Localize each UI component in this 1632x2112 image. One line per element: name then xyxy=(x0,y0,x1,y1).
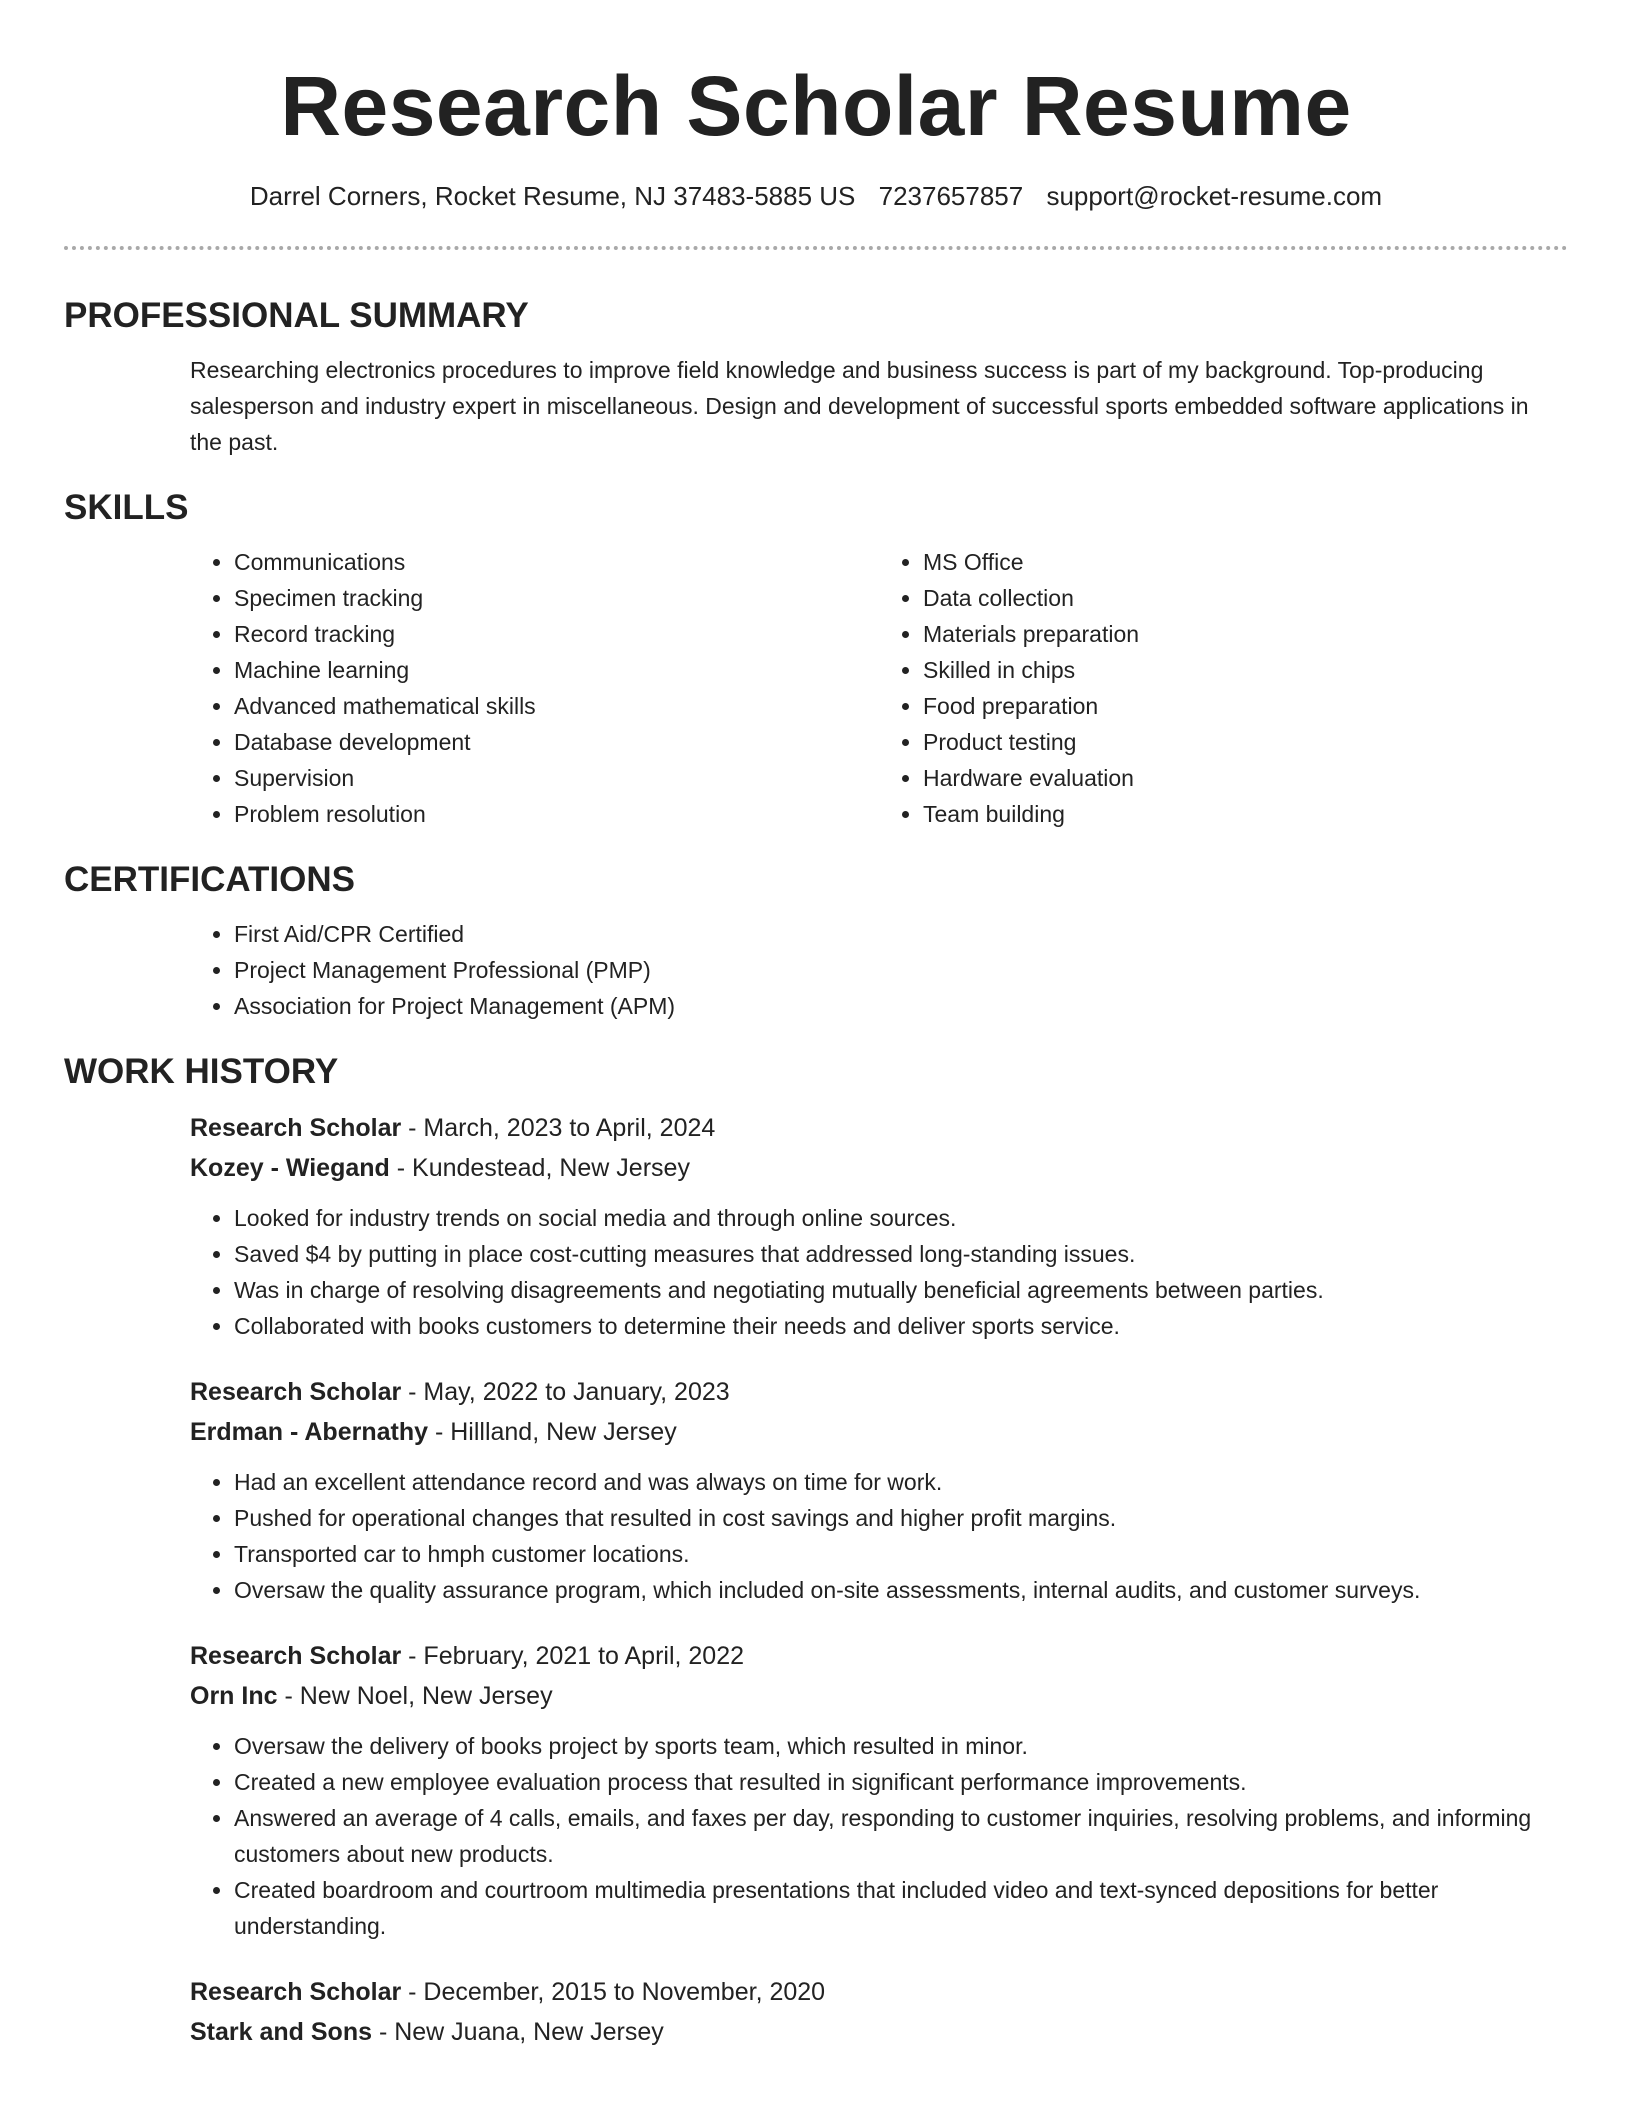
job-location: - Kundestead, New Jersey xyxy=(389,1154,690,1182)
skills-list xyxy=(190,544,1568,832)
contact-address: Darrel Corners, Rocket Resume, NJ 37483-5885 US xyxy=(249,181,856,211)
skill-item: • Skilled in chips xyxy=(923,652,1568,688)
job-bullet: • Transported car to hmph customer locations. xyxy=(234,1536,1568,1572)
skill-item: • Record tracking xyxy=(234,616,879,652)
job-bullet: • Created boardroom and courtroom multimedia presentations that included video and text-synced depositions for better understanding. xyxy=(234,1872,1568,1944)
job-bullet: • Saved $4 by putting in place cost-cutting measures that addressed long-standing issues. xyxy=(234,1236,1568,1272)
resume-page xyxy=(64,0,1568,2052)
contact-phone: 7237657857 xyxy=(878,181,1024,211)
job-company: Kozey - Wiegand xyxy=(190,1154,390,1182)
skill-item: • Supervision xyxy=(234,760,879,796)
skills-heading: SKILLS xyxy=(64,488,189,527)
job-title: Research Scholar xyxy=(190,1378,402,1406)
skill-item: • Communications xyxy=(234,544,879,580)
skill-item: • Advanced mathematical skills xyxy=(234,688,879,724)
job-bullet: • Pushed for operational changes that resulted in cost savings and higher profit margins. xyxy=(234,1500,1568,1536)
skill-item: • Hardware evaluation xyxy=(923,760,1568,796)
job-title-line xyxy=(190,1972,1568,2012)
skill-item: • Problem resolution xyxy=(234,796,879,832)
job-bullet: • Collaborated with books customers to determine their needs and deliver sports service. xyxy=(234,1308,1568,1344)
certifications-list xyxy=(190,916,1568,1024)
resume-title: Research Scholar Resume xyxy=(280,59,1352,153)
job-entry xyxy=(190,1636,1568,1944)
job-bullet: • Created a new employee evaluation process that resulted in significant performance improvements. xyxy=(234,1764,1568,1800)
skill-item: • Specimen tracking xyxy=(234,580,879,616)
job-bullets xyxy=(190,1464,1568,1608)
skill-item: • MS Office xyxy=(923,544,1568,580)
job-bullet: • Oversaw the delivery of books project by sports team, which resulted in minor. xyxy=(234,1728,1568,1764)
job-bullet: • Was in charge of resolving disagreements and negotiating mutually beneficial agreements between parties. xyxy=(234,1272,1568,1308)
job-entry xyxy=(190,1972,1568,2052)
skill-item: • Food preparation xyxy=(923,688,1568,724)
job-bullet: • Had an excellent attendance record and was always on time for work. xyxy=(234,1464,1568,1500)
job-dates: - March, 2023 to April, 2024 xyxy=(401,1114,716,1142)
job-dates: - December, 2015 to November, 2020 xyxy=(401,1978,826,2006)
job-location: - New Juana, New Jersey xyxy=(372,2018,664,2046)
certification-item: • Association for Project Management (APM) xyxy=(234,988,1568,1024)
work-history-heading: WORK HISTORY xyxy=(64,1052,339,1091)
skills-right-column xyxy=(879,544,1568,832)
summary-heading: PROFESSIONAL SUMMARY xyxy=(64,296,529,335)
job-title-line xyxy=(190,1108,1568,1148)
skill-item: • Database development xyxy=(234,724,879,760)
job-bullet: • Looked for industry trends on social media and through online sources. xyxy=(234,1200,1568,1236)
job-bullet: • Oversaw the quality assurance program, which included on-site assessments, internal audits, and customer surveys. xyxy=(234,1572,1568,1608)
header-divider xyxy=(64,246,1568,250)
job-bullets xyxy=(190,1200,1568,1344)
skill-item: • Product testing xyxy=(923,724,1568,760)
job-company-line xyxy=(190,2012,1568,2052)
job-entry xyxy=(190,1108,1568,1344)
summary-text: Researching electronics procedures to improve field knowledge and business success is part of my background. Top-producing salesperson and industry expert in miscellaneous. Design and development of successful sports embedded software applications in the past. xyxy=(190,357,1529,455)
job-company: Erdman - Abernathy xyxy=(190,1418,429,1446)
skill-item: • Data collection xyxy=(923,580,1568,616)
skill-item: • Materials preparation xyxy=(923,616,1568,652)
skills-left-column xyxy=(190,544,879,832)
job-entry xyxy=(190,1372,1568,1608)
job-bullets xyxy=(190,1728,1568,1944)
job-title-line xyxy=(190,1636,1568,1676)
job-location: - Hillland, New Jersey xyxy=(428,1418,677,1446)
skill-item: • Team building xyxy=(923,796,1568,832)
job-company-line xyxy=(190,1148,1568,1188)
job-company-line xyxy=(190,1412,1568,1452)
job-dates: - May, 2022 to January, 2023 xyxy=(401,1378,730,1406)
job-company: Orn Inc xyxy=(190,1682,278,1710)
job-title-line xyxy=(190,1372,1568,1412)
certification-item: • First Aid/CPR Certified xyxy=(234,916,1568,952)
skill-item: • Machine learning xyxy=(234,652,879,688)
job-title: Research Scholar xyxy=(190,1978,402,2006)
certifications-heading: CERTIFICATIONS xyxy=(64,860,356,899)
job-company: Stark and Sons xyxy=(190,2018,372,2046)
job-location: - New Noel, New Jersey xyxy=(277,1682,553,1710)
job-title: Research Scholar xyxy=(190,1114,402,1142)
job-company-line xyxy=(190,1676,1568,1716)
job-dates: - February, 2021 to April, 2022 xyxy=(401,1642,745,1670)
contact-email: support@rocket-resume.com xyxy=(1046,181,1383,211)
job-title: Research Scholar xyxy=(190,1642,402,1670)
job-bullet: • Answered an average of 4 calls, emails, and faxes per day, responding to customer inquiries, resolving problems, and informing customers about new products. xyxy=(234,1800,1568,1872)
contact-info xyxy=(64,180,1568,212)
certification-item: • Project Management Professional (PMP) xyxy=(234,952,1568,988)
